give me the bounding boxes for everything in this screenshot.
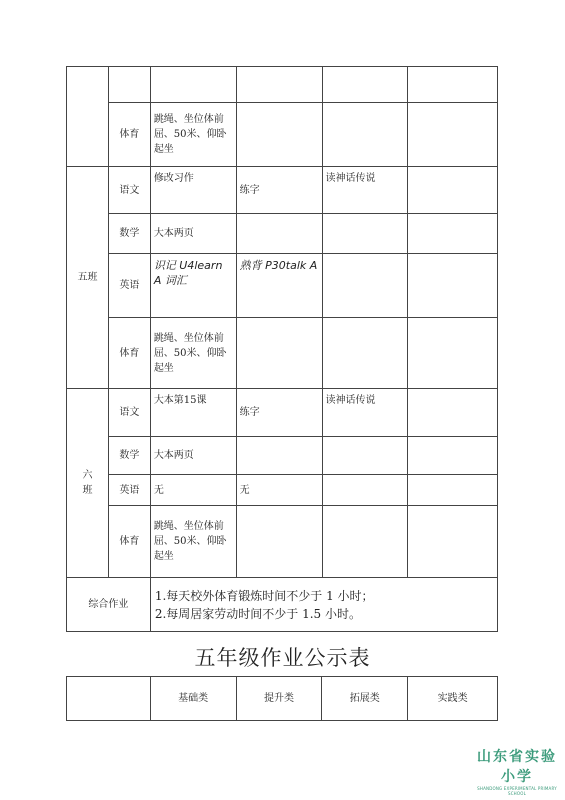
table-header-row — [67, 677, 498, 721]
improve-cell: 练字 — [236, 167, 322, 214]
subject-cell: 英语 — [108, 475, 150, 506]
basic-cell: 大本两页 — [150, 214, 236, 254]
basic-cell: 大本第15课 — [150, 389, 236, 437]
basic-cell: 修改习作 — [150, 167, 236, 214]
page-title: 五年级作业公示表 — [194, 646, 371, 670]
comprehensive-content — [150, 578, 497, 632]
basic-cell: 跳绳、坐位体前屈、50米、仰卧起坐 — [150, 506, 236, 578]
subject-cell: 体育 — [108, 103, 150, 167]
table-row — [67, 578, 498, 632]
basic-cell: 大本两页 — [150, 437, 236, 475]
subject-cell: 语文 — [108, 389, 150, 437]
class-label-6: 六 班 — [67, 389, 109, 578]
table-row — [67, 389, 498, 437]
table-row — [67, 437, 498, 475]
table-row — [67, 103, 498, 167]
table-row — [67, 67, 498, 103]
table-row — [67, 318, 498, 389]
subject-cell: 体育 — [108, 506, 150, 578]
header-extend: 拓展类 — [322, 677, 408, 721]
basic-cell: 跳绳、坐位体前屈、50米、仰卧起坐 — [150, 103, 236, 167]
comprehensive-item: 1.每天校外体育锻炼时间不少于 1 小时； — [154, 588, 374, 603]
basic-cell: 无 — [150, 475, 236, 506]
improve-cell: 练字 — [236, 389, 322, 437]
table-row — [67, 475, 498, 506]
subject-cell: 语文 — [108, 167, 150, 214]
table-row — [67, 506, 498, 578]
basic-cell: 识记 U4learn A 词汇 — [150, 254, 236, 318]
homework-header-table — [66, 676, 498, 721]
extend-cell: 读神话传说 — [322, 389, 408, 437]
subject-cell: 数学 — [108, 214, 150, 254]
homework-table-continued — [66, 66, 498, 632]
basic-cell: 跳绳、坐位体前屈、50米、仰卧起坐 — [150, 318, 236, 389]
extend-cell: 读神话传说 — [322, 167, 408, 214]
comprehensive-label: 综合作业 — [67, 578, 151, 632]
header-improve: 提升类 — [236, 677, 322, 721]
table-row — [67, 214, 498, 254]
header-practice: 实践类 — [408, 677, 498, 721]
school-logo-subtitle: SHANDONG EXPERIMENTAL PRIMARY SCHOOL — [477, 786, 557, 796]
subject-cell: 数学 — [108, 437, 150, 475]
subject-cell: 英语 — [108, 254, 150, 318]
school-logo-name: 山东省实验小学 — [477, 749, 557, 785]
subject-cell: 体育 — [108, 318, 150, 389]
table-row — [67, 254, 498, 318]
comprehensive-item: 2.每周居家劳动时间不少于 1.5 小时。 — [154, 606, 361, 621]
improve-cell: 无 — [236, 475, 322, 506]
improve-cell: 熟背 P30talk A — [236, 254, 322, 318]
header-basic: 基础类 — [150, 677, 236, 721]
class-label-5: 五班 — [67, 167, 109, 389]
table-row — [67, 167, 498, 214]
school-logo — [472, 746, 562, 796]
